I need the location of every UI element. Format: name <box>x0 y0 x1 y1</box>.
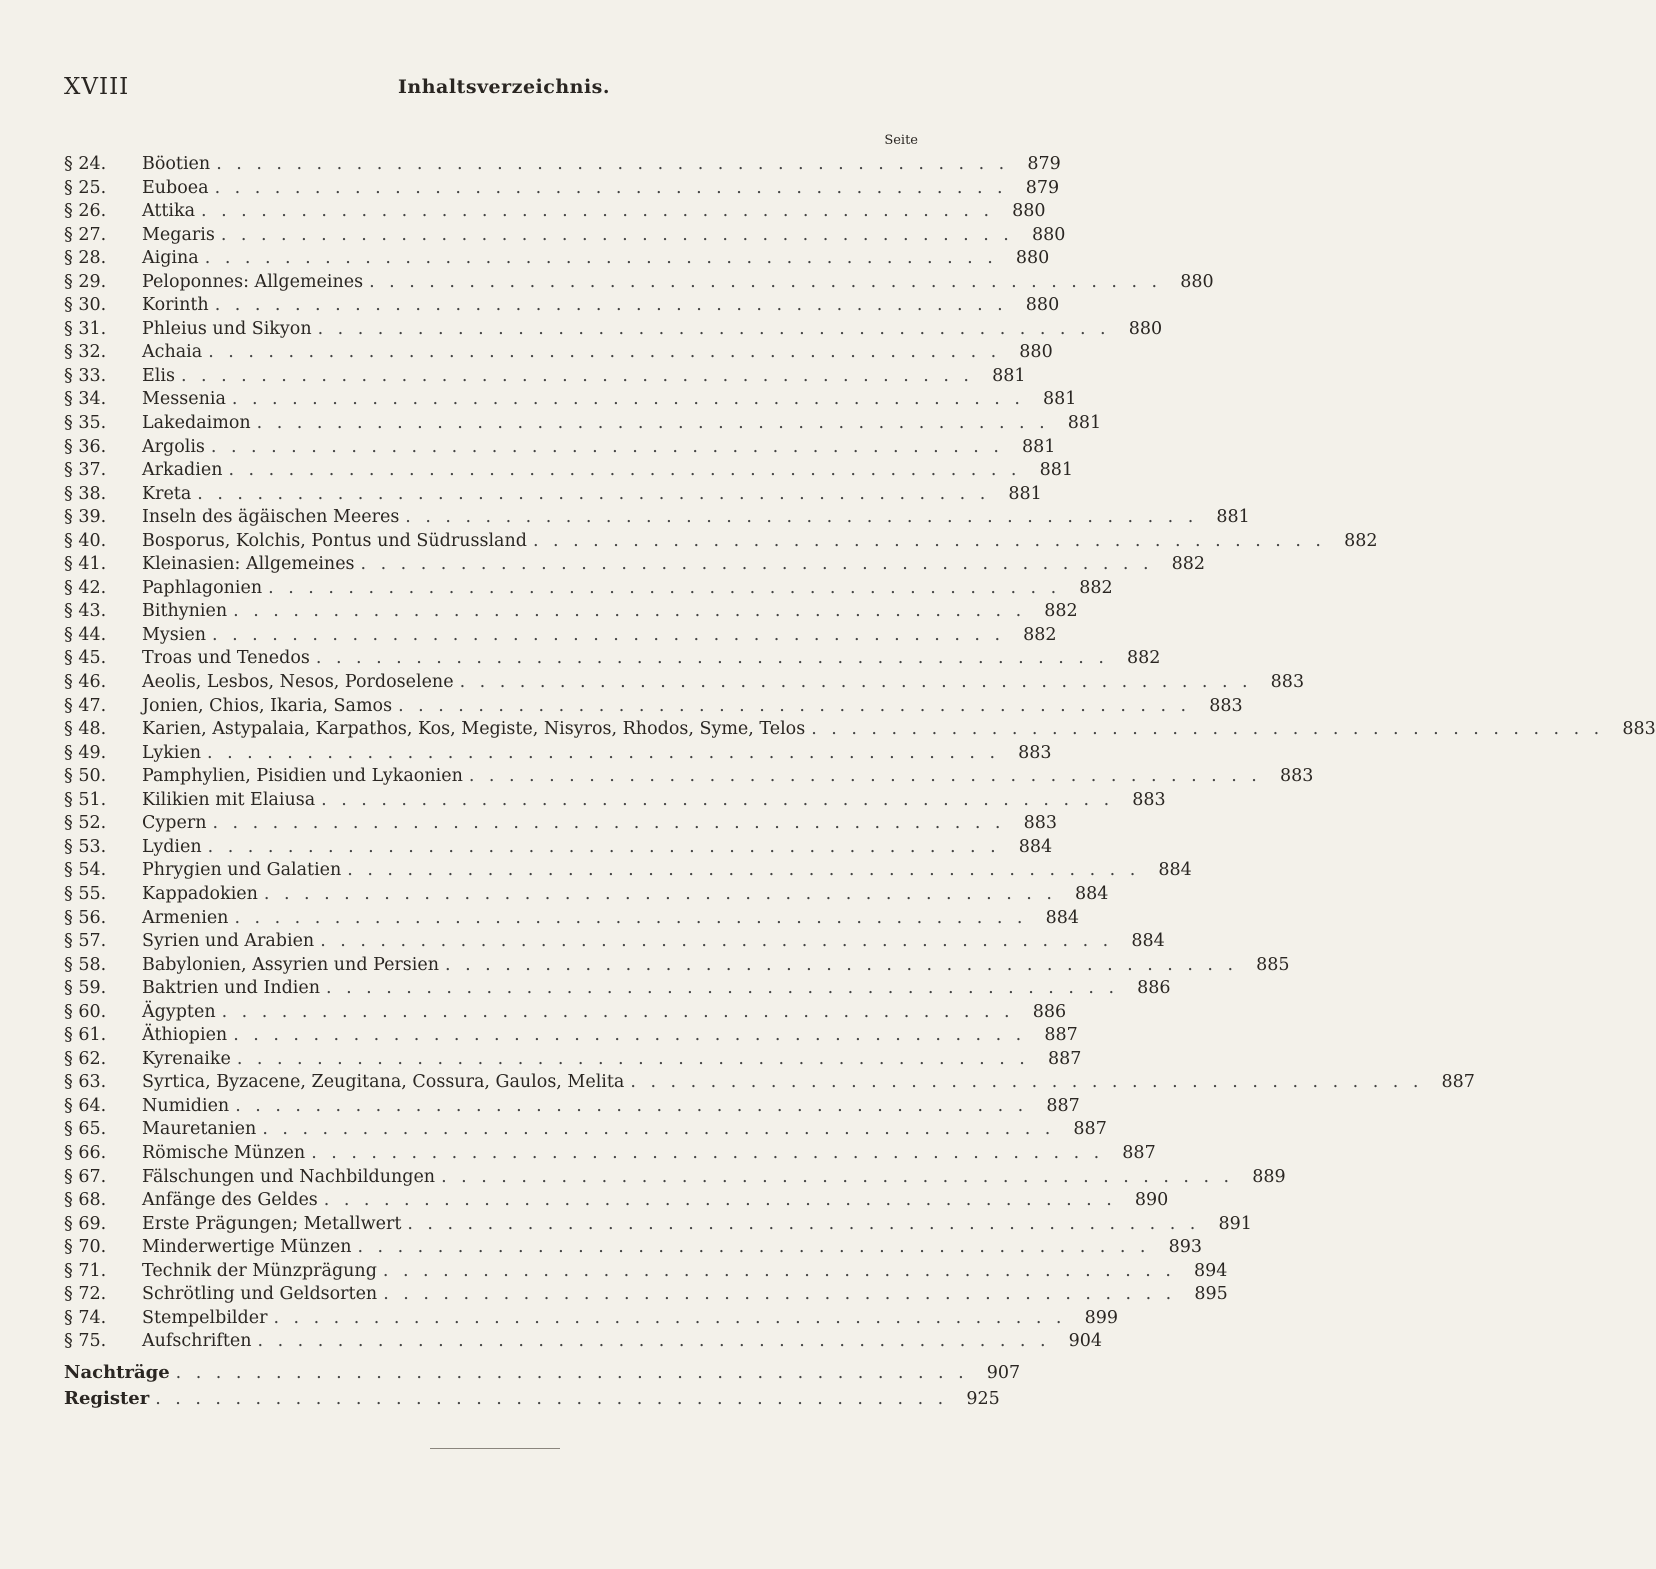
toc-entry <box>64 930 1165 954</box>
dot-leader: ........................................ <box>233 1025 1036 1046</box>
toc-entry <box>64 742 1052 766</box>
section-number: § 44. <box>64 624 107 645</box>
section-number: § 50. <box>64 766 107 787</box>
entry-title: Korinth <box>142 295 209 316</box>
dot-leader: ........................................ <box>207 742 1010 763</box>
dot-leader: ........................................ <box>212 813 1015 834</box>
entry-title: Mauretanien <box>142 1119 257 1140</box>
toc-entry <box>64 1236 1202 1260</box>
page-reference: 887 <box>1441 1072 1475 1093</box>
entry-title: Jonien, Chios, Ikaria, Samos <box>142 695 393 716</box>
dot-leader: ........................................ <box>204 248 1008 269</box>
section-number: § 46. <box>64 672 107 693</box>
dot-leader: ........................................ <box>231 389 1035 410</box>
toc-entry <box>64 695 1243 719</box>
page-reference: 879 <box>1027 154 1061 174</box>
toc-entry <box>64 600 1078 624</box>
toc-entry <box>64 200 1046 224</box>
entry-title: Troas und Tenedos <box>142 648 310 669</box>
toc-entry <box>64 318 1163 342</box>
section-number: § 75. <box>64 1331 107 1352</box>
dot-leader: ........................................ <box>405 507 1208 528</box>
section-number: § 29. <box>64 271 107 292</box>
entry-title: Elis <box>142 365 175 386</box>
section-number: § 26. <box>64 201 107 222</box>
section-number: § 33. <box>64 365 107 386</box>
toc-entry <box>64 671 1305 695</box>
entry-title: Stempelbilder <box>142 1307 268 1328</box>
page-title: Inhaltsverzeichnis. <box>398 76 610 98</box>
entry-title: Numidien <box>142 1095 230 1116</box>
page-reference: 881 <box>1043 389 1077 410</box>
section-number: § 49. <box>64 742 107 763</box>
section-number: § 65. <box>64 1119 107 1140</box>
section-number: § 47. <box>64 695 107 716</box>
section-number: § 35. <box>64 413 107 434</box>
section-number: § 71. <box>64 1260 107 1281</box>
page-reference: 887 <box>1073 1119 1107 1140</box>
section-number: § 53. <box>64 836 107 857</box>
page-reference: 884 <box>1045 907 1079 928</box>
section-number: § 32. <box>64 342 107 363</box>
page-reference: 880 <box>1025 295 1060 316</box>
toc-entry <box>64 153 1061 177</box>
toc-entry <box>64 388 1077 412</box>
entry-title: Bithynien <box>142 601 228 622</box>
dot-leader: ........................................ <box>273 1307 1076 1328</box>
dot-leader: ........................................ <box>459 672 1263 693</box>
section-number: § 30. <box>64 295 107 316</box>
entry-title: Römische Münzen <box>142 1142 306 1163</box>
page-reference: 882 <box>1344 530 1378 551</box>
dot-leader: ........................................ <box>398 695 1201 716</box>
entry-title: Nachträge <box>64 1361 170 1383</box>
page-reference: 881 <box>1216 507 1250 528</box>
entry-title: Bosporus, Kolchis, Pontus und Südrussland <box>142 530 527 551</box>
toc-entry <box>64 1095 1080 1119</box>
dot-leader: ........................................ <box>441 1166 1244 1187</box>
section-number: § 72. <box>64 1284 107 1305</box>
page-reference: 894 <box>1194 1260 1228 1281</box>
entry-title: Peloponnes: Allgemeines <box>142 271 364 292</box>
page-reference: 891 <box>1218 1213 1252 1234</box>
entry-title: Kilikien mit Elaiusa <box>142 789 316 810</box>
section-number: § 42. <box>64 577 107 598</box>
entry-title: Böotien <box>142 154 211 174</box>
entry-title: Erste Prägungen; Metallwert <box>142 1213 402 1234</box>
section-number: § 27. <box>64 224 107 245</box>
dot-leader: ........................................ <box>263 883 1067 904</box>
section-number: § 62. <box>64 1048 107 1069</box>
page-reference: 882 <box>1023 624 1057 645</box>
dot-leader: ........................................ <box>180 365 984 386</box>
section-number: § 28. <box>64 248 107 269</box>
entry-title: Fälschungen und Nachbildungen <box>142 1166 436 1187</box>
entry-title: Kyrenaike <box>142 1048 231 1069</box>
page-reference: 883 <box>1023 813 1057 834</box>
page-reference: 925 <box>966 1389 1000 1410</box>
section-number: § 41. <box>64 554 107 575</box>
entry-title: Euboea <box>142 177 209 198</box>
entry-title: Aufschriften <box>142 1331 252 1352</box>
toc-entry <box>64 1071 1475 1095</box>
section-number: § 58. <box>64 954 107 975</box>
toc-entry <box>64 341 1053 365</box>
entry-title: Schrötling und Geldsorten <box>142 1284 378 1305</box>
toc-entry <box>64 1024 1078 1048</box>
dot-leader: ........................................ <box>317 318 1121 339</box>
dot-leader: ........................................ <box>220 224 1024 245</box>
page-reference: 880 <box>1180 271 1214 292</box>
entry-title: Syrtica, Byzacene, Zeugitana, Cossura, Gaulos, Melita <box>142 1072 625 1093</box>
dot-leader: ........................................ <box>233 601 1036 622</box>
dot-leader: ........................................ <box>326 978 1129 999</box>
dot-leader: ........................................ <box>197 483 1000 504</box>
dot-leader: ........................................ <box>155 1389 958 1410</box>
page-number: XVIII <box>64 74 130 100</box>
page-reference: 883 <box>1270 672 1305 693</box>
entry-title: Baktrien und Indien <box>142 978 320 999</box>
entry-title: Messenia <box>142 389 226 410</box>
section-number: § 74. <box>64 1307 107 1328</box>
dot-leader: ........................................ <box>228 460 1031 481</box>
entry-title: Kreta <box>142 483 192 504</box>
toc-entry <box>64 294 1060 318</box>
section-number: § 48. <box>64 719 107 740</box>
section-number: § 38. <box>64 483 107 504</box>
entry-title: Phleius und Sikyon <box>142 318 312 339</box>
section-number: § 63. <box>64 1072 107 1093</box>
toc-entry <box>64 977 1171 1001</box>
dot-leader: ........................................ <box>262 1119 1065 1140</box>
entry-title: Technik der Münzprägung <box>142 1260 377 1281</box>
section-number: § 34. <box>64 389 107 410</box>
page-column-label: Seite <box>884 133 918 148</box>
entry-title: Minderwertige Münzen <box>142 1237 352 1258</box>
dot-leader: ........................................ <box>256 413 1060 434</box>
section-number: § 66. <box>64 1142 107 1163</box>
page-reference: 883 <box>1279 766 1314 787</box>
entry-title: Anfänge des Geldes <box>142 1190 318 1211</box>
page-reference: 899 <box>1084 1307 1118 1328</box>
page-reference: 882 <box>1044 601 1078 622</box>
entry-title: Phrygien und Galatien <box>142 860 342 881</box>
appendix-entry <box>64 1361 1021 1385</box>
page-reference: 886 <box>1137 978 1171 999</box>
page-reference: 890 <box>1134 1190 1169 1211</box>
page-reference: 904 <box>1068 1331 1103 1352</box>
page-reference: 882 <box>1171 554 1206 575</box>
section-number: § 61. <box>64 1025 107 1046</box>
page-reference: 879 <box>1025 177 1060 198</box>
dot-leader: ........................................ <box>357 1237 1160 1258</box>
toc-entry <box>64 177 1060 201</box>
section-number: § 68. <box>64 1190 107 1211</box>
toc-entry <box>64 859 1192 883</box>
toc-entry <box>64 954 1290 978</box>
entry-title: Inseln des ägäischen Meeres <box>142 507 400 528</box>
entry-title: Babylonien, Assyrien und Persien <box>142 954 439 975</box>
section-number: § 56. <box>64 907 107 928</box>
page-reference: 883 <box>1132 789 1166 810</box>
page-reference: 880 <box>1019 342 1053 363</box>
dot-leader: ........................................ <box>320 931 1123 952</box>
section-number: § 60. <box>64 1001 107 1022</box>
page-reference: 884 <box>1131 931 1165 952</box>
toc-entry <box>64 459 1073 483</box>
toc-entry <box>64 789 1166 813</box>
toc-entry <box>64 1118 1107 1142</box>
dot-leader: ........................................ <box>323 1190 1127 1211</box>
toc-entry <box>64 1166 1286 1190</box>
dot-leader: ........................................ <box>175 1362 979 1383</box>
toc-entry <box>64 436 1056 460</box>
page-reference: 885 <box>1256 954 1290 975</box>
dot-leader: ........................................ <box>210 436 1014 457</box>
page-reference: 880 <box>1015 248 1050 269</box>
page-reference: 895 <box>1194 1284 1228 1305</box>
entry-title: Aeolis, Lesbos, Nesos, Pordoselene <box>142 672 454 693</box>
section-number: § 45. <box>64 648 107 669</box>
page-reference: 883 <box>1209 695 1243 716</box>
page-reference: 884 <box>1018 836 1053 857</box>
toc-entry <box>64 577 1113 601</box>
dot-leader: ........................................ <box>216 154 1019 174</box>
section-number: § 24. <box>64 154 107 174</box>
entry-title: Register <box>64 1388 150 1410</box>
toc-entry <box>64 224 1066 248</box>
toc-entry <box>64 1307 1118 1331</box>
section-number: § 43. <box>64 601 107 622</box>
page-reference: 884 <box>1158 860 1192 881</box>
section-number: § 51. <box>64 789 107 810</box>
section-number: § 39. <box>64 507 107 528</box>
page-reference: 893 <box>1168 1237 1202 1258</box>
section-number: § 64. <box>64 1095 107 1116</box>
entry-title: Megaris <box>142 224 215 245</box>
toc-entry <box>64 271 1214 295</box>
page-reference: 887 <box>1046 1095 1080 1116</box>
section-number: § 36. <box>64 436 107 457</box>
dot-leader: ........................................ <box>234 907 1037 928</box>
toc-entry <box>64 1213 1252 1237</box>
section-number: § 69. <box>64 1213 107 1234</box>
toc-entry <box>64 1189 1169 1213</box>
page-reference: 881 <box>1008 483 1042 504</box>
dot-leader: ........................................ <box>207 836 1011 857</box>
page-reference: 880 <box>1031 224 1066 245</box>
toc-entry <box>64 553 1206 577</box>
entry-title: Paphlagonien <box>142 577 263 598</box>
page-reference: 889 <box>1252 1166 1286 1187</box>
section-number: § 52. <box>64 813 107 834</box>
toc-entry <box>64 812 1057 836</box>
page-reference: 887 <box>1044 1025 1078 1046</box>
dot-leader: ........................................ <box>382 1260 1186 1281</box>
toc-entry <box>64 530 1378 554</box>
entry-title: Aigina <box>142 248 199 269</box>
toc-entry <box>64 1283 1228 1307</box>
page-reference: 886 <box>1032 1001 1067 1022</box>
page-reference: 883 <box>1018 742 1052 763</box>
section-number: § 55. <box>64 883 107 904</box>
page-reference: 881 <box>1039 460 1073 481</box>
page-reference: 884 <box>1075 883 1109 904</box>
closing-rule <box>430 1448 560 1449</box>
page-reference: 882 <box>1079 577 1113 598</box>
page-reference: 880 <box>1128 318 1163 339</box>
dot-leader: ........................................ <box>268 577 1071 598</box>
entry-title: Kleinasien: Allgemeines <box>142 554 355 575</box>
page-reference: 881 <box>1067 413 1102 434</box>
page-reference: 880 <box>1012 201 1046 222</box>
section-number: § 31. <box>64 318 107 339</box>
toc-entry <box>64 647 1161 671</box>
dot-leader: ........................................ <box>257 1331 1061 1352</box>
entry-title: Syrien und Arabien <box>142 931 315 952</box>
entry-title: Karien, Astypalaia, Karpathos, Kos, Megiste, Nisyros, Rhodos, Syme, Telos <box>142 719 806 740</box>
dot-leader: ........................................ <box>369 271 1172 292</box>
dot-leader: ........................................ <box>360 554 1164 575</box>
toc-entry <box>64 506 1250 530</box>
dot-leader: ........................................ <box>201 201 1004 222</box>
toc-entry <box>64 1142 1156 1166</box>
dot-leader: ........................................ <box>212 624 1015 645</box>
entry-title: Kappadokien <box>142 883 258 904</box>
dot-leader: ........................................ <box>383 1284 1186 1305</box>
dot-leader: ........................................ <box>630 1072 1433 1093</box>
toc-entry <box>64 1260 1228 1284</box>
toc-entry <box>64 483 1042 507</box>
entry-title: Lakedaimon <box>142 413 251 434</box>
toc-entry <box>64 1001 1067 1025</box>
entry-title: Lykien <box>142 742 202 763</box>
toc-entry <box>64 836 1053 860</box>
dot-leader: ........................................ <box>321 789 1124 810</box>
dot-leader: ........................................ <box>208 342 1011 363</box>
dot-leader: ........................................ <box>221 1001 1025 1022</box>
toc-entry <box>64 365 1026 389</box>
page-reference: 907 <box>986 1362 1021 1383</box>
entry-title: Argolis <box>142 436 205 457</box>
entry-title: Cypern <box>142 813 207 834</box>
entry-title: Pamphylien, Pisidien und Lykaonien <box>142 766 463 787</box>
entry-title: Armenien <box>142 907 229 928</box>
toc-entry <box>64 907 1079 931</box>
dot-leader: ........................................ <box>315 648 1119 669</box>
entry-title: Attika <box>142 201 196 222</box>
dot-leader: ........................................ <box>235 1095 1038 1116</box>
dot-leader: ........................................ <box>311 1142 1114 1163</box>
dot-leader: ........................................ <box>532 530 1336 551</box>
page-reference: 881 <box>1022 436 1056 457</box>
page-reference: 883 <box>1622 719 1656 740</box>
appendix-entry <box>64 1387 1000 1411</box>
toc-entry <box>64 883 1109 907</box>
entry-title: Lydien <box>142 836 202 857</box>
dot-leader: ........................................ <box>236 1048 1040 1069</box>
section-number: § 57. <box>64 931 107 952</box>
dot-leader: ........................................ <box>445 954 1248 975</box>
entry-title: Mysien <box>142 624 207 645</box>
page-reference: 882 <box>1126 648 1161 669</box>
toc-entry <box>64 1330 1103 1354</box>
dot-leader: ........................................ <box>407 1213 1210 1234</box>
page-reference: 887 <box>1122 1142 1156 1163</box>
entry-title: Ägypten <box>142 1001 216 1022</box>
section-number: § 59. <box>64 978 107 999</box>
section-number: § 70. <box>64 1237 107 1258</box>
entry-title: Äthiopien <box>142 1025 228 1046</box>
toc-entry <box>64 718 1656 742</box>
section-number: § 25. <box>64 177 107 198</box>
entry-title: Arkadien <box>142 460 223 481</box>
entry-title: Achaia <box>142 342 203 363</box>
dot-leader: ........................................ <box>214 295 1018 316</box>
dot-leader: ........................................ <box>468 766 1272 787</box>
dot-leader: ........................................ <box>811 719 1614 740</box>
dot-leader: ........................................ <box>214 177 1018 198</box>
page-reference: 887 <box>1047 1048 1082 1069</box>
toc-entry <box>64 247 1050 271</box>
dot-leader: ........................................ <box>347 860 1150 881</box>
toc-entry <box>64 1048 1082 1072</box>
section-number: § 40. <box>64 530 107 551</box>
toc-entry <box>64 624 1057 648</box>
toc-entry <box>64 765 1314 789</box>
section-number: § 37. <box>64 460 107 481</box>
section-number: § 54. <box>64 860 107 881</box>
table-of-contents <box>64 153 1656 1411</box>
section-number: § 67. <box>64 1166 107 1187</box>
page-reference: 881 <box>992 365 1026 386</box>
toc-entry <box>64 412 1102 436</box>
